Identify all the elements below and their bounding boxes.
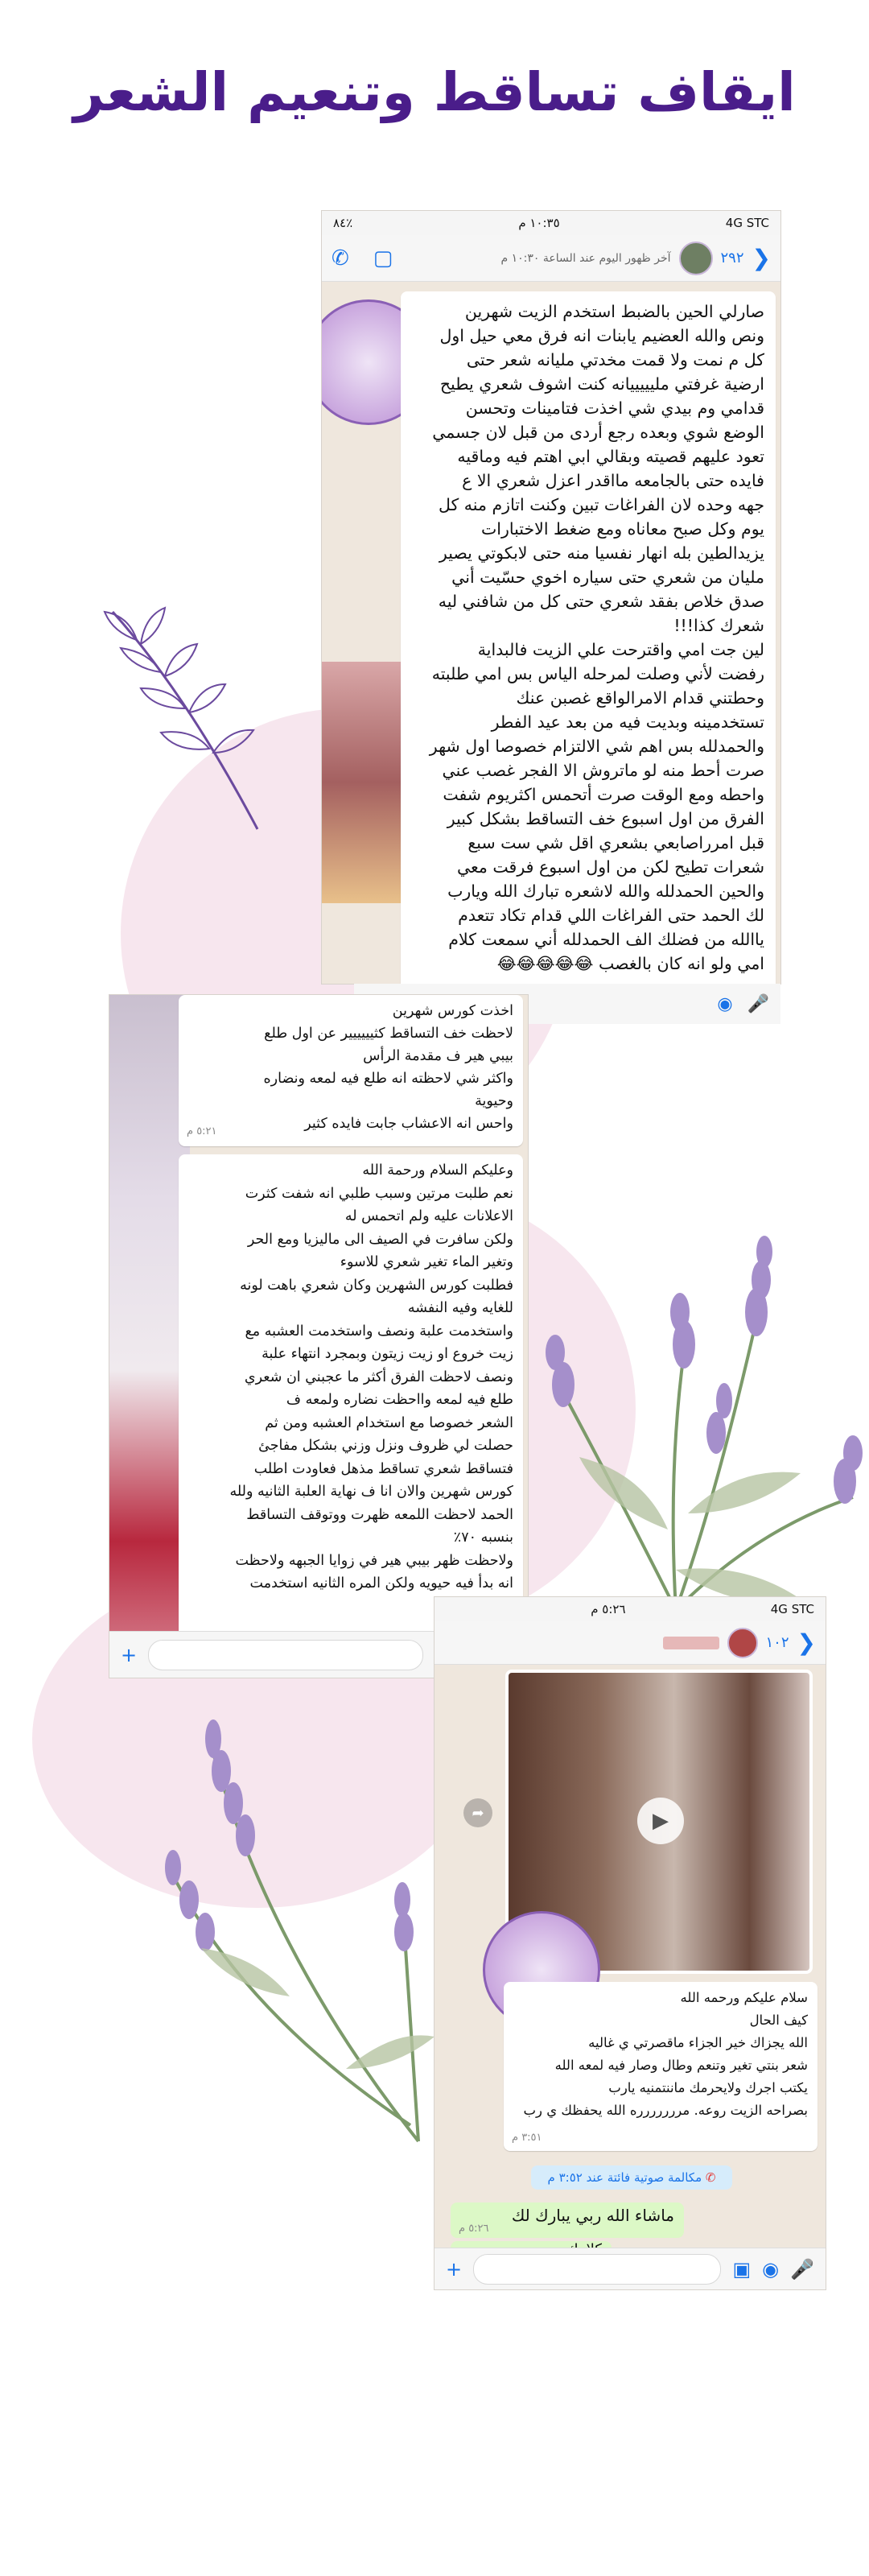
battery-status: ٨٤٪ <box>333 216 353 230</box>
message-line: ونص والله العضيم يابنات انه فرق معي حيل اول <box>439 326 764 345</box>
message-input[interactable] <box>148 1640 423 1670</box>
message-line: وتغير الماء تغير شعري للاسوء <box>340 1254 513 1270</box>
message-line: واحطه ومع الوقت صرت أتحمس اكثريوم شفت <box>443 785 764 804</box>
message-bubble <box>401 291 776 984</box>
chat-header <box>322 235 780 282</box>
message-line: لك الحمد حتى الفراغات اللي قدام تكاد تتعدم <box>458 906 764 925</box>
message-line: نعم طلبت مرتين وسبب طلبي انه شفت كثرت <box>245 1185 513 1202</box>
message-line: يوم وكل صبح معاناه ومع ضغط الاختبارات <box>480 519 764 539</box>
message-line: رفضت لأني وصلت لمرحله الياس بس امي طلبته <box>431 664 764 683</box>
lavender-flowers-illustration-bottom <box>145 1707 451 2157</box>
message-line: والحمدلله بس اهم شي الالتزام خصوصا اول شهر <box>429 737 764 756</box>
message-line: فتساقط شعري تساقط مذهل فعاودت اطلب <box>253 1460 513 1477</box>
unread-count: ١٠٢ <box>765 1634 789 1651</box>
message-line: صرت أحط منه لو ماتروش الا الفجر غصب عني <box>442 761 764 780</box>
sticker-icon[interactable]: ▣ <box>732 2257 752 2281</box>
message-line: يكتب اجرك ولايحرمك ماننتمنيه يارب <box>608 2080 808 2095</box>
message-line: الفرق من اول اسبوع خف التساقط بشكل كبير <box>447 809 764 828</box>
avatar[interactable] <box>679 242 713 275</box>
message-line: طلع فيه لمعه وااحظت نضاره ولمعه ف <box>286 1392 513 1408</box>
message-line: جهه وحده لان الفراغات تبين وكنت اتازم منه كل <box>439 495 764 514</box>
message-time: ٥:٢٦ م <box>459 2223 489 2235</box>
message-line: ونصف لاحظت الفرق أكثر ما عجبني ان شعري <box>244 1368 513 1385</box>
outgoing-message-bubble: ماشاء الله ربي يبارك لك ٥:٢٦ م <box>451 2202 684 2238</box>
message-line: شعرك كذا!!! <box>673 616 764 635</box>
phone-icon[interactable]: ✆ <box>332 246 349 270</box>
missed-call-notice: ✆ مكالمة صوتية فائتة عند ٣:٥٢ م <box>531 2165 732 2190</box>
message-line: واكثر شي لاحظته انه طلع فيه لمعه ونضاره <box>263 1071 513 1087</box>
message-line: واستخدمت علبة ونصف واستخدمت العشبه مع <box>245 1323 513 1340</box>
message-line: شعر بنتي تغير وتنعم وطال وصار فيه لمعه الله <box>554 2058 808 2073</box>
forward-icon[interactable]: ➦ <box>463 1798 492 1827</box>
message-line: اخذت كورس شهرين <box>392 1003 513 1019</box>
message-line: ارضية غرفتي مليييييانه كنت اشوف شعري يطيح <box>439 374 764 394</box>
message-line: الشعر خصوصا مع استخدام العشبه ومن ثم <box>265 1414 513 1431</box>
message-time: ٣:٥١ م <box>512 2132 542 2144</box>
message-line: بنسبه ٧٠٪ <box>453 1530 513 1546</box>
status-time: ٥:٢٦ م <box>591 1602 626 1616</box>
mic-icon[interactable]: 🎤 <box>790 2257 814 2281</box>
message-line: كورس شهرين والان انا ف نهاية العلبة الثانيه ولله <box>229 1484 513 1500</box>
chevron-left-icon[interactable]: ❯ <box>752 245 771 271</box>
plus-icon[interactable]: + <box>121 1643 138 1666</box>
message-line: كيف الحال <box>749 2013 808 2028</box>
status-bar <box>322 211 780 235</box>
lavender-flowers-illustration <box>515 1191 869 1610</box>
message-line: حصلت لي ظروف ونزل وزني بشكل مفاجئ <box>258 1438 513 1454</box>
status-time: ١٠:٣٥ م <box>518 216 560 230</box>
carrier-label: 4G STC <box>725 216 769 230</box>
message-line: الحمد لاحظت اللمعه ظهرت ووتوقف التساقط <box>246 1506 513 1523</box>
plus-icon[interactable]: + <box>446 2257 463 2281</box>
background-photo <box>109 995 190 1678</box>
message-line: الوضع شوي وبعده رجع أردى من قبل لان جسمي <box>432 423 764 442</box>
message-line: ولاحظت ظهر بيبي هير في زوايا الجبهه ولاحظت <box>235 1552 513 1569</box>
message-line: الاعلانات عليه ولم اتحمس له <box>344 1208 513 1224</box>
play-icon[interactable]: ▶ <box>637 1798 684 1844</box>
message-line: فطلبت كورس الشهرين وكان شعري باهت لونه <box>240 1277 513 1294</box>
chat-header <box>434 1621 826 1665</box>
carrier-label: 4G STC <box>770 1602 814 1616</box>
chevron-left-icon[interactable]: ❯ <box>797 1629 816 1656</box>
message-line: لين جت امي واقترحت علي الزيت فالبداية <box>477 640 764 659</box>
missed-call-icon: ✆ <box>705 2170 716 2185</box>
message-line: ولكن سافرت في الصيف الى ماليزيا ومع الحر <box>247 1231 513 1248</box>
message-line: وحطتني قدام الامرالواقع غصبن عنك <box>516 688 764 708</box>
message-line: بصراحه الزيت روعه. مررررررره الله يحفظك ي رب <box>523 2103 808 2118</box>
message-bubble <box>179 995 523 1146</box>
message-input[interactable] <box>473 2254 721 2285</box>
message-line: فايده حتى بالجامعه مااقدر اعزل شعري الا ع <box>462 471 764 490</box>
message-line: شعرات تطيح لكن من اول اسبوع فرقت معي <box>456 857 764 877</box>
chat-input-bar <box>434 2248 826 2289</box>
message-line: انه بدأ فيه حيويه ولكن المره الثانيه استخدمت <box>249 1575 513 1591</box>
message-line: صارلي الحين بالضبط استخدم الزيت شهرين <box>464 302 764 321</box>
page-title: ايقاف تساقط وتنعيم الشعر <box>73 61 796 123</box>
contact-name-redacted <box>663 1637 719 1649</box>
message-line: قدامي وم بيدي شي اخذت فتامينات وتحسن <box>465 398 764 418</box>
avatar[interactable] <box>727 1628 758 1658</box>
unread-count: ٢٩٢ <box>720 250 744 266</box>
message-bubble <box>504 1982 818 2151</box>
mic-icon[interactable]: 🎤 <box>747 993 769 1014</box>
message-line: للغايه وفيه النفشه <box>407 1300 513 1316</box>
message-time: ٥:٢١ م <box>187 1125 217 1137</box>
camera-icon[interactable]: ◉ <box>717 993 733 1014</box>
message-line: بيبي هير ف مقدمة الرأس <box>363 1048 513 1064</box>
chat-screenshot-3 <box>434 1597 826 2289</box>
message-line: كل م نمت ولا قمت مخدتي مليانه شعر حتى <box>466 350 764 369</box>
lavender-sprig-illustration <box>97 596 274 837</box>
message-line: ياالله من فضلك الف الحمدلله أني سمعت كلام <box>448 930 764 949</box>
message-line: تعود عليهم قصيته وبقالي ابي اهتم فيه وماقيه <box>457 447 764 466</box>
chat-screenshot-1 <box>322 211 780 984</box>
message-line: وحيوية <box>475 1093 513 1109</box>
message-line: امي ولو انه كان بالغصب 😂😂😂😂😂 <box>496 954 764 973</box>
message-line: قبل امرراصابعي بشعري اقل شي ست سبع <box>467 833 764 852</box>
message-line: واحس انه الاعشاب جابت فايده كثير <box>304 1116 513 1132</box>
message-line: والحين الحمدلله والله لاشعره تبارك الله ويارب <box>447 881 764 901</box>
message-line: تستخدمينه وبديت فيه من بعد عيد الفطر <box>491 712 764 732</box>
product-photo-strip <box>322 662 410 903</box>
chat-screenshot-2 <box>109 995 528 1678</box>
message-line: زيت خروع او زيت زيتون وبمجرد انتهاء علبة <box>262 1346 513 1362</box>
message-line: مليان من شعري حتى سياره اخوي حسّيت أني <box>451 568 764 587</box>
status-bar <box>434 1597 826 1621</box>
camera-icon[interactable]: ◉ <box>762 2257 780 2281</box>
message-line: وعليكم السلام ورحمة الله <box>362 1162 513 1179</box>
video-icon[interactable]: ▢ <box>373 246 393 270</box>
message-line: لاحظت خف التساقط كثيييييير عن اول طلع <box>264 1026 513 1042</box>
message-line: صدق خلاص بفقد شعري حتى كل من شافني ليه <box>438 592 764 611</box>
message-line: الله يجزاك خير الجزاء ماقصرتي ي غاليه <box>588 2035 808 2050</box>
message-line: سلام عليكم ورحمه الله <box>680 1990 808 2005</box>
last-seen-label: آخر ظهور اليوم عند الساعة ١٠:٣٠ م <box>500 251 671 265</box>
message-bubble <box>179 1154 523 1637</box>
message-line: يزيدالطين بله انهار نفسيا منه حتى لابكوتي يصير <box>439 543 764 563</box>
